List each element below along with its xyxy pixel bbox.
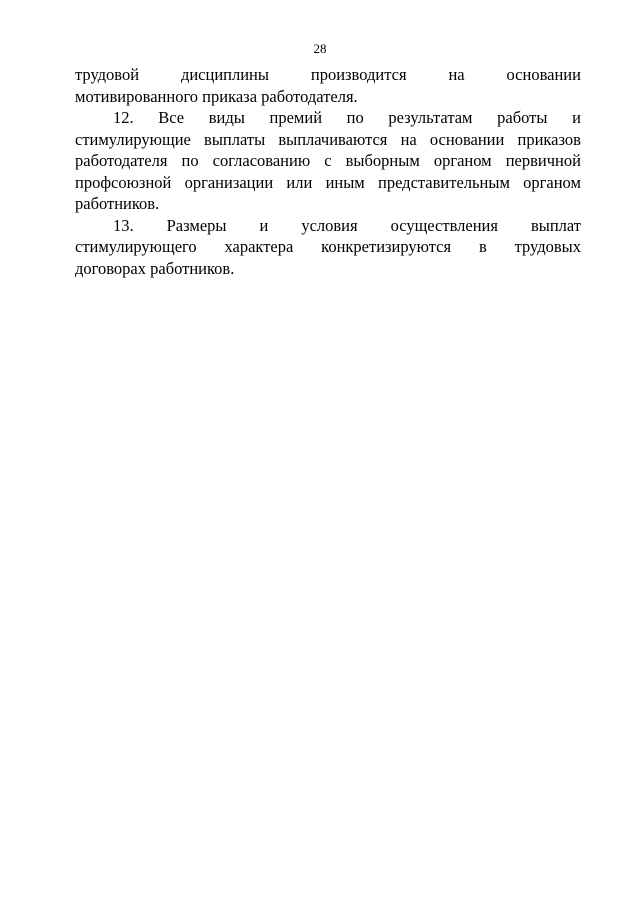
word: или <box>286 172 313 192</box>
word: на <box>448 65 465 84</box>
word: по <box>346 108 364 127</box>
word: работы <box>497 108 548 127</box>
text-line: договорах работников. <box>75 258 235 278</box>
word: выплачиваются <box>278 129 388 149</box>
word: представительным <box>377 172 510 192</box>
document-body <box>75 64 581 279</box>
text-line <box>75 236 581 258</box>
word: осуществления <box>390 215 498 235</box>
word: условия <box>301 215 358 235</box>
word: характера <box>224 237 294 256</box>
word: конкретизируются <box>321 237 452 256</box>
word: органом <box>523 172 581 192</box>
word: производится <box>310 65 407 84</box>
text-line <box>75 107 581 129</box>
word: согласованию <box>212 151 311 170</box>
text-line <box>75 172 581 194</box>
word: профсоюзной <box>75 172 172 192</box>
word: иным <box>325 172 365 192</box>
text-line <box>75 64 581 86</box>
word: 13. <box>113 215 134 235</box>
word: основании <box>429 129 505 149</box>
word: стимулирующие <box>75 129 191 149</box>
text-line <box>75 129 581 151</box>
word: 12. <box>113 108 134 127</box>
word: стимулирующего <box>75 237 197 256</box>
word: органом <box>433 151 492 170</box>
word: первичной <box>505 151 581 170</box>
word: работодателя <box>75 151 168 170</box>
word: Размеры <box>166 215 227 235</box>
paragraph <box>75 64 581 107</box>
word: по <box>181 151 199 170</box>
word: на <box>400 129 417 149</box>
word: в <box>478 237 487 256</box>
word: организации <box>184 172 274 192</box>
word: и <box>259 215 269 235</box>
word: результатам <box>388 108 473 127</box>
word: Все <box>158 108 185 127</box>
word: выплаты <box>204 129 266 149</box>
page-number: 28 <box>313 41 327 56</box>
word: трудовой <box>75 65 140 84</box>
word: приказов <box>517 129 581 149</box>
text-line: работников. <box>75 194 160 213</box>
word: выплат <box>530 215 581 235</box>
word: дисциплины <box>180 65 269 84</box>
text-line <box>75 215 581 237</box>
paragraph <box>75 215 581 280</box>
word: премий <box>269 108 323 127</box>
word: с <box>324 151 332 170</box>
word: выборным <box>345 151 420 170</box>
word: и <box>572 108 581 127</box>
paragraph <box>75 107 581 215</box>
word: трудовых <box>514 237 581 256</box>
word: виды <box>208 108 245 127</box>
text-line <box>75 150 581 172</box>
word: основании <box>506 65 581 84</box>
text-line: мотивированного приказа работодателя. <box>75 86 358 106</box>
